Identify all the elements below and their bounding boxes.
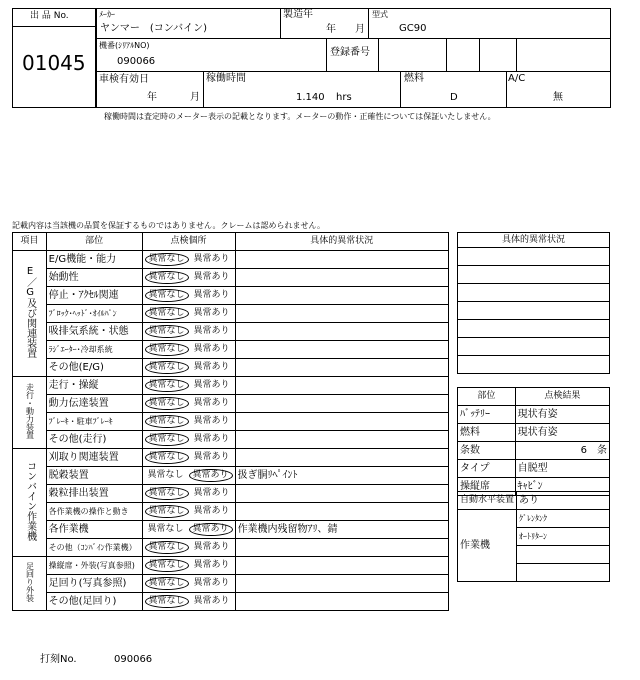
table-row bbox=[13, 521, 449, 539]
right-abnormal-row bbox=[458, 356, 610, 374]
detail-text bbox=[235, 323, 448, 341]
table-row bbox=[13, 593, 449, 611]
check-status bbox=[142, 521, 235, 539]
group-label-text: 足回り外装 bbox=[25, 562, 35, 602]
detail-text bbox=[235, 557, 448, 575]
right-header-result: 点検結果 bbox=[515, 388, 609, 406]
result-label: 条数 bbox=[458, 442, 516, 460]
status-ng: 異常あり bbox=[189, 523, 233, 536]
right-abnormal-row bbox=[458, 248, 610, 266]
right-abnormal-table bbox=[457, 232, 610, 374]
status-ok: 異常なし bbox=[147, 524, 184, 534]
ac-value: 無 bbox=[553, 92, 563, 103]
work-item bbox=[517, 564, 610, 582]
part-name: その他（ｺﾝﾊﾞｲﾝ作業機） bbox=[46, 539, 142, 557]
result-label: 燃料 bbox=[458, 424, 516, 442]
group-label bbox=[13, 557, 47, 611]
check-status bbox=[142, 359, 235, 377]
result-row bbox=[458, 442, 610, 460]
status-ng: 異常あり bbox=[193, 542, 230, 552]
right-abnormal-row bbox=[458, 320, 610, 338]
table-row bbox=[13, 413, 449, 431]
status-ng: 異常あり bbox=[193, 272, 230, 282]
status-ok: 異常なし bbox=[145, 307, 189, 320]
quality-note: 記載内容は当該機の品質を保証するものではありません。クレームは認められません。 bbox=[12, 221, 325, 230]
result-value: 自脱型 bbox=[515, 460, 609, 478]
table-row bbox=[13, 287, 449, 305]
check-status bbox=[142, 395, 235, 413]
detail-text bbox=[235, 359, 448, 377]
status-ng: 異常あり bbox=[193, 308, 230, 318]
table-row bbox=[13, 395, 449, 413]
status-ok: 異常なし bbox=[145, 415, 189, 428]
maker-label: ﾒｰｶｰ bbox=[99, 10, 115, 19]
table-row bbox=[13, 305, 449, 323]
check-status bbox=[142, 305, 235, 323]
header-detail: 具体的異常状況 bbox=[235, 233, 448, 251]
fuel-label: 燃料 bbox=[404, 73, 424, 84]
result-label: ﾊﾞｯﾃﾘｰ bbox=[458, 406, 516, 424]
lot-divider bbox=[12, 26, 96, 27]
status-ng: 異常あり bbox=[189, 469, 233, 482]
inspection-year: 年 bbox=[147, 92, 157, 103]
serial-value: 090066 bbox=[117, 56, 156, 67]
detail-text bbox=[235, 449, 448, 467]
part-name: ﾌﾞﾛｯｸ･ﾍｯﾄﾞ･ｵｲﾙﾊﾟﾝ bbox=[46, 305, 142, 323]
part-name: 脱穀装置 bbox=[46, 467, 142, 485]
fuel-value: D bbox=[450, 92, 458, 103]
status-ok: 異常なし bbox=[145, 289, 189, 302]
inspection-label: 車検有効日 bbox=[99, 74, 149, 85]
table-row bbox=[13, 575, 449, 593]
group-label bbox=[13, 449, 47, 557]
detail-text bbox=[235, 269, 448, 287]
status-ng: 異常あり bbox=[193, 506, 230, 516]
table-row bbox=[13, 449, 449, 467]
group-label bbox=[13, 377, 47, 449]
check-status bbox=[142, 431, 235, 449]
header-item: 項目 bbox=[13, 233, 47, 251]
result-value: 6 条 bbox=[515, 442, 609, 460]
detail-text bbox=[235, 341, 448, 359]
check-status bbox=[142, 503, 235, 521]
ac-label: A/C bbox=[508, 73, 526, 84]
right-abnormal-row bbox=[458, 284, 610, 302]
table-row bbox=[13, 323, 449, 341]
hours-unit: hrs bbox=[336, 92, 352, 103]
detail-text: 作業機内残留物ｱﾘ、錆 bbox=[235, 521, 448, 539]
registration-label: 登録番号 bbox=[330, 47, 370, 58]
model-label: 型式 bbox=[372, 10, 388, 19]
status-ok: 異常なし bbox=[145, 595, 189, 608]
status-ok: 異常なし bbox=[145, 541, 189, 554]
check-status bbox=[142, 287, 235, 305]
inspection-table bbox=[12, 232, 449, 611]
detail-text bbox=[235, 251, 448, 269]
status-ng: 異常あり bbox=[193, 488, 230, 498]
part-name: 穀粒排出装置 bbox=[46, 485, 142, 503]
status-ok: 異常なし bbox=[145, 253, 189, 266]
status-ok: 異常なし bbox=[145, 397, 189, 410]
status-ok: 異常なし bbox=[145, 577, 189, 590]
header-check: 点検個所 bbox=[142, 233, 235, 251]
table-row bbox=[13, 341, 449, 359]
part-name: 各作業機 bbox=[46, 521, 142, 539]
detail-text: 扱ぎ胴ﾘﾍﾟｲﾝﾄ bbox=[235, 467, 448, 485]
right-abnormal-row bbox=[458, 338, 610, 356]
status-ok: 異常なし bbox=[145, 343, 189, 356]
inspection-month: 月 bbox=[190, 92, 200, 103]
table-row bbox=[13, 467, 449, 485]
table-row bbox=[13, 359, 449, 377]
detail-text bbox=[235, 395, 448, 413]
stamp-label: 打刻No. bbox=[40, 654, 77, 665]
lot-label: 出 品 No. bbox=[30, 11, 69, 21]
detail-text bbox=[235, 377, 448, 395]
month-unit: 月 bbox=[355, 24, 365, 35]
group-label-text: コンバイン作業機 bbox=[24, 461, 36, 541]
status-ng: 異常あり bbox=[193, 560, 230, 570]
table-row bbox=[13, 557, 449, 575]
check-status bbox=[142, 377, 235, 395]
status-ok: 異常なし bbox=[145, 271, 189, 284]
model-value: GC90 bbox=[399, 23, 427, 34]
right-abnormal-row bbox=[458, 266, 610, 284]
part-name: ﾌﾞﾚｰｷ・駐車ﾌﾞﾚｰｷ bbox=[46, 413, 142, 431]
serial-label: 機番(ｼﾘｱﾙNO) bbox=[99, 41, 150, 50]
hours-value: 1.140 bbox=[296, 92, 325, 103]
check-status bbox=[142, 269, 235, 287]
status-ok: 異常なし bbox=[145, 325, 189, 338]
result-row bbox=[458, 424, 610, 442]
work-item bbox=[517, 546, 610, 564]
status-ok: 異常なし bbox=[145, 451, 189, 464]
part-name: 刈取り関連装置 bbox=[46, 449, 142, 467]
result-label: 操縦席 bbox=[458, 478, 516, 496]
auto-level-value: あり bbox=[517, 492, 610, 510]
status-ok: 異常なし bbox=[145, 487, 189, 500]
auto-level-label: 自動水平装置 bbox=[458, 492, 517, 510]
status-ng: 異常あり bbox=[193, 290, 230, 300]
part-name: 操縦席・外装(写真参照) bbox=[46, 557, 142, 575]
part-name: 始動性 bbox=[46, 269, 142, 287]
part-name: 足回り(写真参照) bbox=[46, 575, 142, 593]
detail-text bbox=[235, 413, 448, 431]
status-ng: 異常あり bbox=[193, 254, 230, 264]
check-status bbox=[142, 251, 235, 269]
status-ng: 異常あり bbox=[193, 344, 230, 354]
status-ng: 異常あり bbox=[193, 380, 230, 390]
status-ng: 異常あり bbox=[193, 578, 230, 588]
detail-text bbox=[235, 575, 448, 593]
check-status bbox=[142, 557, 235, 575]
part-name: 停止・ｱｸｾﾙ関連 bbox=[46, 287, 142, 305]
status-ng: 異常あり bbox=[193, 398, 230, 408]
detail-text bbox=[235, 593, 448, 611]
check-status bbox=[142, 539, 235, 557]
work-label: 作業機 bbox=[458, 510, 517, 582]
group-label-text: E／G及び関連装置 bbox=[24, 266, 36, 358]
year-unit: 年 bbox=[326, 24, 336, 35]
right-abnormal-row bbox=[458, 302, 610, 320]
check-status bbox=[142, 413, 235, 431]
part-name: 走行・操縦 bbox=[46, 377, 142, 395]
table-row bbox=[13, 539, 449, 557]
status-ng: 異常あり bbox=[193, 416, 230, 426]
status-ok: 異常なし bbox=[145, 433, 189, 446]
result-row bbox=[458, 460, 610, 478]
hours-label: 稼働時間 bbox=[206, 73, 246, 84]
detail-text bbox=[235, 539, 448, 557]
part-name: E/G機能・能力 bbox=[46, 251, 142, 269]
right-header-part: 部位 bbox=[458, 388, 516, 406]
table-row bbox=[13, 269, 449, 287]
work-item: ｸﾞﾚﾝﾀﾝｸ bbox=[517, 510, 610, 528]
header-part: 部位 bbox=[46, 233, 142, 251]
status-ok: 異常なし bbox=[147, 470, 184, 480]
part-name: その他(走行) bbox=[46, 431, 142, 449]
work-item: ｵｰﾄﾘﾀｰﾝ bbox=[517, 528, 610, 546]
status-ok: 異常なし bbox=[145, 559, 189, 572]
check-status bbox=[142, 575, 235, 593]
result-value: 現状有姿 bbox=[515, 424, 609, 442]
group-label bbox=[13, 251, 47, 377]
status-ok: 異常なし bbox=[145, 379, 189, 392]
check-status bbox=[142, 467, 235, 485]
hours-note: 稼働時間は査定時のメーター表示の記載となります。メーターの動作・正確性については保証いたしません。 bbox=[104, 112, 496, 121]
check-status bbox=[142, 449, 235, 467]
group-label-text: 走行・動力装置 bbox=[25, 383, 35, 439]
stamp-value: 090066 bbox=[114, 654, 153, 665]
table-row bbox=[13, 485, 449, 503]
table-row bbox=[13, 431, 449, 449]
check-status bbox=[142, 341, 235, 359]
result-value: ｷｬﾋﾞﾝ bbox=[515, 478, 609, 496]
result-row bbox=[458, 406, 610, 424]
detail-text bbox=[235, 287, 448, 305]
table-row bbox=[13, 503, 449, 521]
status-ng: 異常あり bbox=[193, 596, 230, 606]
table-row bbox=[13, 377, 449, 395]
result-value: 現状有姿 bbox=[515, 406, 609, 424]
maker-value: ヤンマー (コンバイン) bbox=[100, 23, 208, 34]
status-ng: 異常あり bbox=[193, 362, 230, 372]
detail-text bbox=[235, 305, 448, 323]
status-ok: 異常なし bbox=[145, 361, 189, 374]
result-label: タイプ bbox=[458, 460, 516, 478]
part-name: 動力伝達装置 bbox=[46, 395, 142, 413]
status-ng: 異常あり bbox=[193, 452, 230, 462]
status-ng: 異常あり bbox=[193, 434, 230, 444]
detail-text bbox=[235, 485, 448, 503]
status-ng: 異常あり bbox=[193, 326, 230, 336]
part-name: 各作業機の操作と動き bbox=[46, 503, 142, 521]
check-status bbox=[142, 485, 235, 503]
lot-number: 01045 bbox=[22, 51, 86, 75]
check-status bbox=[142, 593, 235, 611]
part-name: その他(足回り) bbox=[46, 593, 142, 611]
status-ok: 異常なし bbox=[145, 505, 189, 518]
check-status bbox=[142, 323, 235, 341]
detail-text bbox=[235, 431, 448, 449]
part-name: その他(E/G) bbox=[46, 359, 142, 377]
table-row bbox=[13, 251, 449, 269]
part-name: ﾗｼﾞｴｰﾀｰ･冷却系統 bbox=[46, 341, 142, 359]
right-result-table bbox=[457, 387, 610, 496]
right-abnormal-header: 具体的異常状況 bbox=[458, 233, 610, 248]
detail-text bbox=[235, 503, 448, 521]
right-extra-table bbox=[457, 491, 610, 582]
year-label: 製造年 bbox=[283, 9, 313, 20]
part-name: 吸排気系統・状態 bbox=[46, 323, 142, 341]
